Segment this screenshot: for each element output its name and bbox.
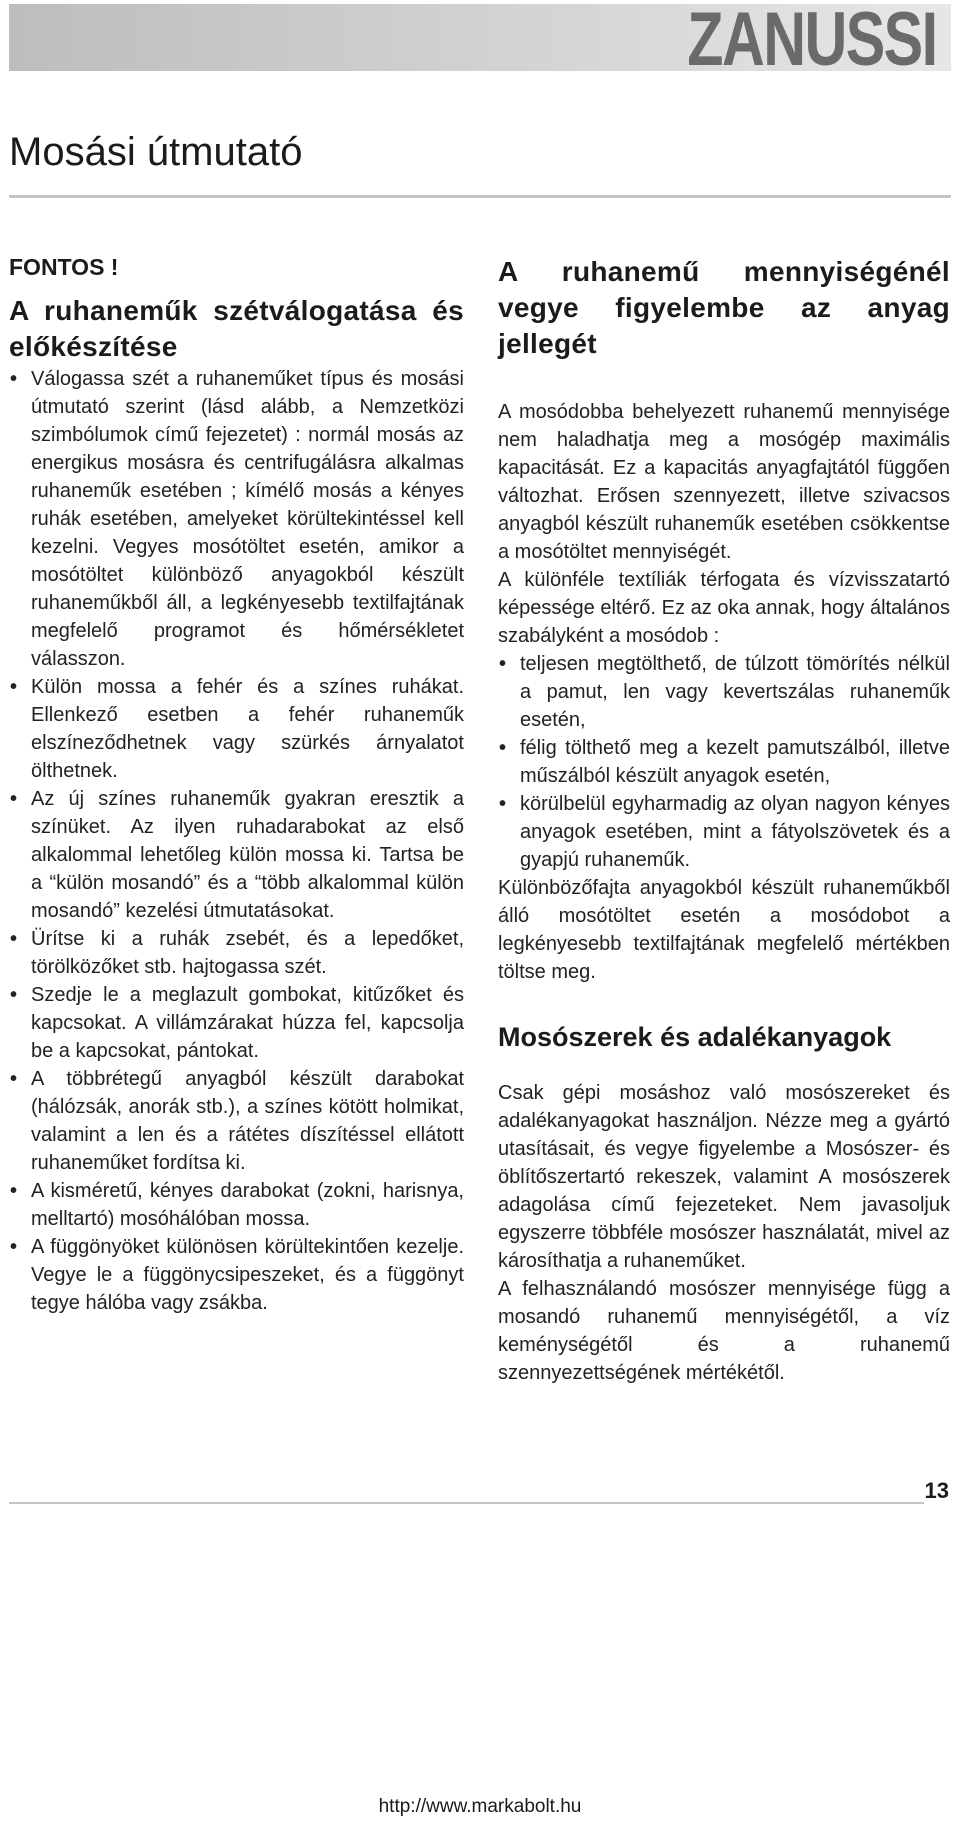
- right-column: [498, 254, 950, 1387]
- sorting-list: [9, 365, 464, 1317]
- page-number: 13: [924, 1478, 949, 1503]
- paragraph: A különféle textíliák térfogata és vízvisszatartó képessége eltérő. Ez az oka annak, hogy általános szabályként a mosódob :: [498, 569, 950, 647]
- list-item: • teljesen megtölthető, de túlzott tömörítés nélkül a pamut, len vagy kevertszálas ruhaneműk esetén,: [498, 650, 950, 734]
- list-item: • A többrétegű anyagból készült darabokat (hálózsák, anorák stb.), a színes kötött holmikat, valamint a len és a rátétes díszítéssel ellátott ruhaneműket fordítsa ki.: [9, 1065, 464, 1177]
- list-item: • Szedje le a meglazult gombokat, kitűzőket és kapcsokat. A villámzárakat húzza fel, kapcsolja be a kapcsokat, pántokat.: [9, 981, 464, 1065]
- list-item: • A függönyöket különösen körültekintően kezelje. Vegye le a függönycsipeszeket, és a függönyt tegye hálóba vagy zsákba.: [9, 1233, 464, 1317]
- important-notice: FONTOS !: [9, 254, 119, 280]
- detergents-section-body: [498, 1079, 950, 1387]
- brand-logo: ZANUSSI: [687, 0, 937, 82]
- page-title: Mosási útmutató: [9, 130, 303, 174]
- list-item: • Ürítse ki a ruhák zsebét, és a lepedőket, törölközőket stb. hajtogassa szét.: [9, 925, 464, 981]
- source-url: http://www.markabolt.hu: [378, 1796, 582, 1817]
- list-item: • Külön mossa a fehér és a színes ruhákat. Ellenkező esetben a fehér ruhaneműk elszíneződhetnek vagy szürkés árnyalatot ölthetnek.: [9, 673, 464, 785]
- paragraph: A mosódobba behelyezett ruhanemű mennyisége nem haladhatja meg a mosógép maximális kapacitását. Ez a kapacitás anyagfajtától függően változhat. Erősen szennyezett, illetve szivacsos anyagból készült ruhaneműk esetében csökkentse a mosótöltet mennyiségét.: [498, 401, 950, 563]
- paragraph: Különbözőfajta anyagokból készült ruhaneműkből álló mosótöltet esetén a mosódobot a legkényesebb textilfajtának megfelelő mértékben töltse meg.: [498, 877, 950, 983]
- load-section-body: [498, 398, 950, 986]
- list-item: • Az új színes ruhaneműk gyakran eresztik a színüket. Az ilyen ruhadarabokat az első alkalommal lehetőleg külön mossa ki. Tartsa be a “külön mosandó” és a “több alkalommal külön mosandó” kezelési útmutatásokat.: [9, 785, 464, 925]
- list-item: • félig tölthető meg a kezelt pamutszálból, illetve műszálból készült anyagok esetén,: [498, 734, 950, 790]
- header-bar: [9, 0, 951, 82]
- list-item: • Válogassa szét a ruhaneműket típus és mosási útmutató szerint (lásd alább, a Nemzetközi szimbólumok című fejezetet) : normál mosás az energikus mosásra és centrifugálásra alkalmas ruhaneműk esetében ; kímélő mosás a kényes ruhák esetében, amelyeket körültekintéssel kell kezelni. Vegyes mosótöltet esetén, amikor a mosótöltet különböző anyagokból készült ruhaneműkből áll, a legkényesebb textilfajtának megfelelő programot és hőmérsékletet válasszon.: [9, 365, 464, 673]
- section-heading-detergents: Mosószerek és adalékanyagok: [498, 1022, 892, 1052]
- load-list: [498, 650, 950, 874]
- section-heading-load: A ruhanemű mennyiségénél vegye figyelembe az anyag jellegét: [498, 256, 950, 359]
- paragraph: A felhasználandó mosószer mennyisége függ a mosandó ruhanemű mennyiségétől, a víz keménységétől és a ruhanemű szennyezettségének mértékétől.: [498, 1278, 950, 1384]
- title-divider: [9, 195, 951, 198]
- list-item: • A kisméretű, kényes darabokat (zokni, harisnya, melltartó) mosóhálóban mossa.: [9, 1177, 464, 1233]
- footer-divider: [9, 1502, 924, 1504]
- paragraph: Csak gépi mosáshoz való mosószereket és adalékanyagokat használjon. Nézze meg a gyártó utasításait, és vegye figyelembe a Mosószer- és öblítőszertartó rekeszek, valamint A mosószerek adagolása című fejezeteket. Nem javasoljuk egyszerre többféle mosószer használatát, mivel az károsíthatja a ruhaneműket.: [498, 1082, 950, 1272]
- list-item: • körülbelül egyharmadig az olyan nagyon kényes anyagok esetében, mint a fátyolszövetek és a gyapjú ruhaneműk.: [498, 790, 950, 874]
- section-heading-sorting: A ruhaneműk szétválogatása és előkészítése: [9, 295, 464, 362]
- left-column: [9, 254, 464, 1317]
